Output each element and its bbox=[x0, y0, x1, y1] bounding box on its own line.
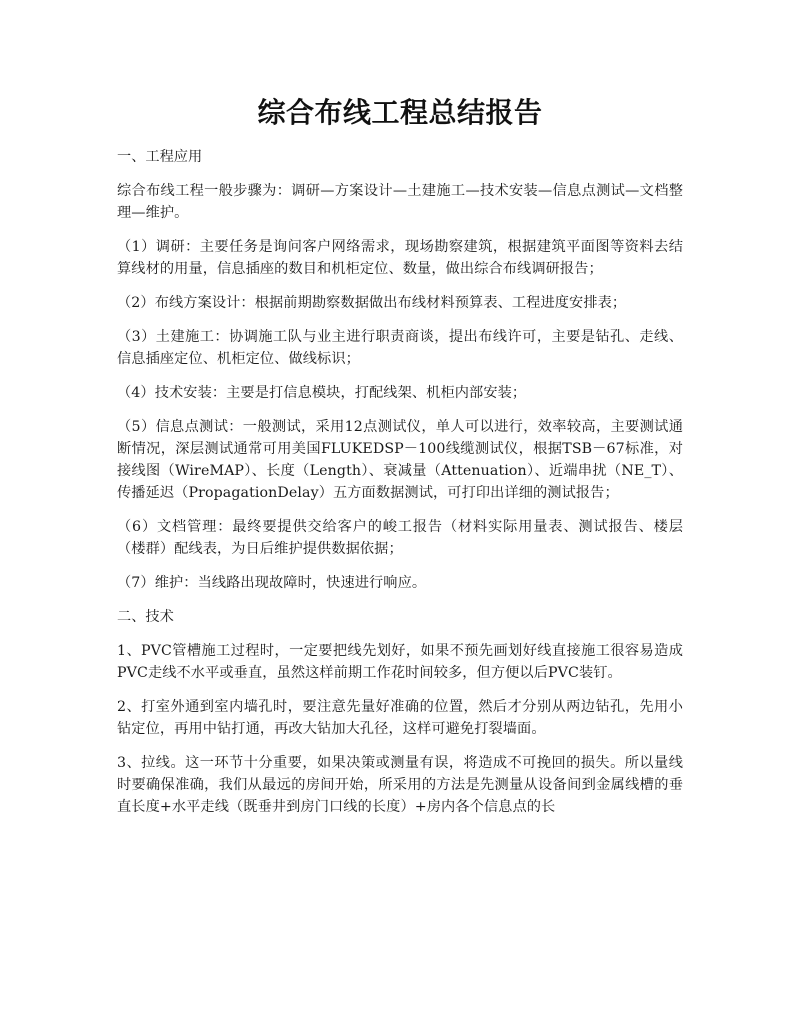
paragraph: 综合布线工程一般步骤为：调研—方案设计—土建施工—技术安装—信息点测试—文档整理—维护。 bbox=[117, 183, 683, 221]
paragraph: 3、拉线。这一环节十分重要，如果决策或测量有误，将造成不可挽回的损失。所以量线时要确保准确，我们从最远的房间开始，所采用的方法是先测量从设备间到金属线槽的垂直长度+水平走线（既垂井到房门口线的长度）+房内各个信息点的长 bbox=[117, 755, 683, 815]
paragraph: （6）文档管理：最终要提供交给客户的峻工报告（材料实际用量表、测试报告、楼层（楼群）配线表，为日后维护提供数据依据； bbox=[117, 519, 683, 557]
paragraph: 1、PVC管槽施工过程时，一定要把线先划好，如果不预先画划好线直接施工很容易造成PVC走线不水平或垂直，虽然这样前期工作花时间较多，但方便以后PVC装钉。 bbox=[117, 643, 683, 681]
paragraph: 2、打室外通到室内墙孔时，要注意先量好准确的位置，然后才分别从两边钻孔，先用小钻定位，再用中钻打通，再改大钻加大孔径，这样可避免打裂墙面。 bbox=[117, 699, 683, 737]
paragraph: （3）土建施工：协调施工队与业主进行职责商谈，提出布线许可，主要是钻孔、走线、信息插座定位、机柜定位、做线标识； bbox=[117, 329, 683, 367]
paragraph: （7）维护：当线路出现故障时，快速进行响应。 bbox=[117, 575, 427, 591]
paragraph: （2）布线方案设计：根据前期勘察数据做出布线材料预算表、工程进度安排表； bbox=[117, 295, 627, 311]
document-body bbox=[117, 146, 683, 818]
section-heading: 二、技术 bbox=[117, 609, 174, 625]
section-heading: 一、工程应用 bbox=[117, 149, 203, 165]
paragraph: （1）调研：主要任务是询问客户网络需求，现场勘察建筑，根据建筑平面图等资料去结算线材的用量，信息插座的数目和机柜定位、数量，做出综合布线调研报告； bbox=[117, 239, 683, 277]
document-title: 综合布线工程总结报告 bbox=[257, 96, 543, 129]
paragraph: （5）信息点测试：一般测试，采用12点测试仪，单人可以进行，效率较高，主要测试通断情况，深层测试通常可用美国FLUKEDSP－100线缆测试仪，根据TSB－67标准，对接线图（WireMAP）、长度（Length）、衰减量（Attenuation）、近端串扰（NE_T）、传播延迟（PropagationDelay）五方面数据测试，可打印出详细的测试报告； bbox=[117, 419, 683, 501]
paragraph: （4）技术安装：主要是打信息模块，打配线架、机柜内部安装； bbox=[117, 385, 527, 401]
document-page bbox=[117, 0, 683, 830]
